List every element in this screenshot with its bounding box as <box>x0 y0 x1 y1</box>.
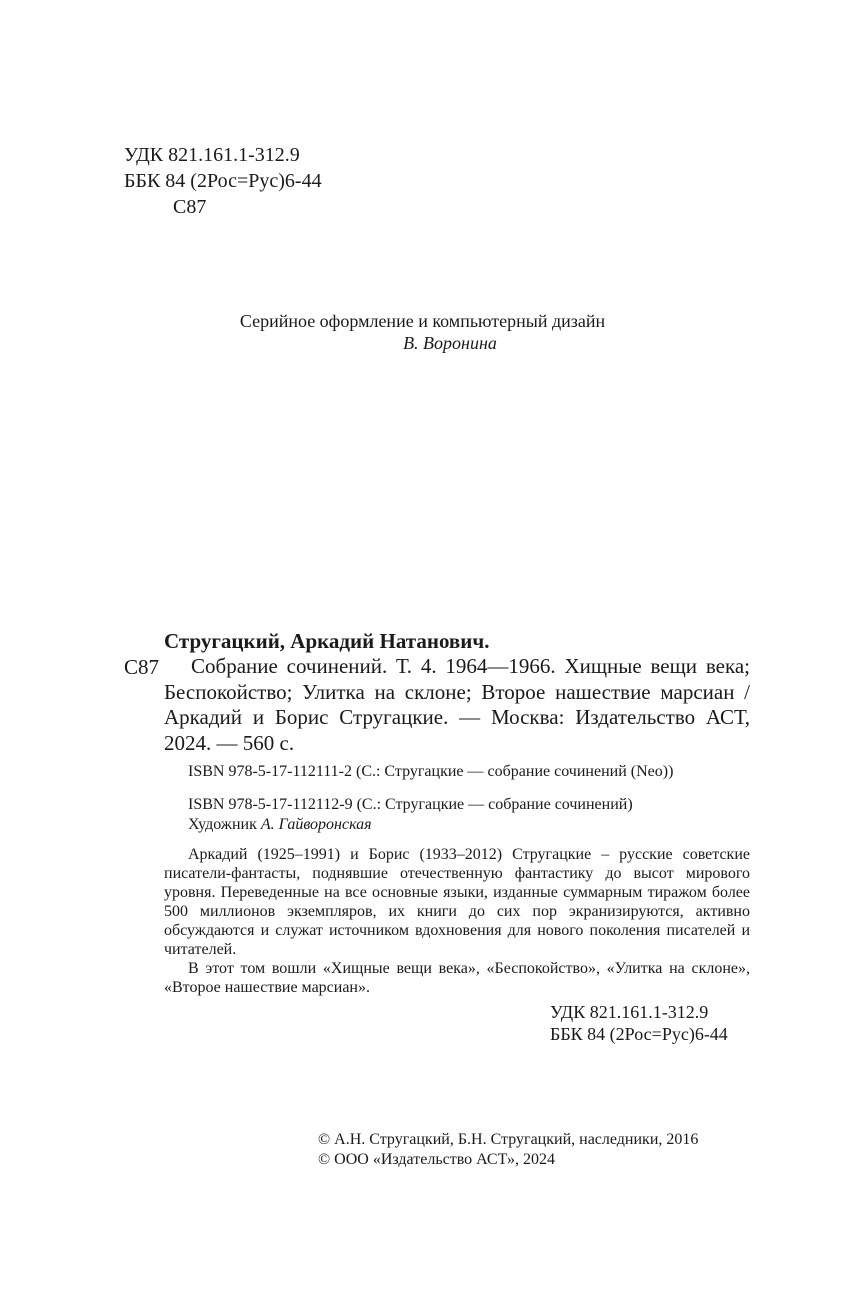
designer-name: В. Воронина <box>403 333 497 353</box>
copyright-publisher: © ООО «Издательство АСТ», 2024 <box>318 1151 555 1168</box>
top-classification-codes <box>124 142 322 220</box>
bbk-code: ББК 84 (2Рос=Рус)6-44 <box>124 170 322 192</box>
copyright-authors: © А.Н. Стругацкий, Б.Н. Стругацкий, наследники, 2016 <box>318 1131 699 1148</box>
annotation <box>164 845 750 997</box>
udk-code-bottom: УДК 821.161.1-312.9 <box>550 1002 709 1022</box>
annotation-paragraph-2: В этот том вошли «Хищные вещи века», «Беспокойство», «Улитка на склоне», «Второе нашествие марсиан». <box>164 960 750 996</box>
artist-name: А. Гайворонская <box>260 816 372 833</box>
record-description: Собрание сочинений. Т. 4. 1964—1966. Хищные вещи века; Беспокойство; Улитка на склоне; Второе нашествие марсиан / Аркадий и Борис Стругацкие. — Москва: Издательство АСТ, 2024. — 560 с. <box>164 654 750 755</box>
copyright-block <box>318 1130 698 1170</box>
design-credit <box>0 310 845 354</box>
design-line: Серийное оформление и компьютерный дизайн <box>239 311 606 331</box>
record-mark: С87 <box>124 655 160 679</box>
udk-code: УДК 821.161.1-312.9 <box>124 144 300 166</box>
isbn-neo: ISBN 978-5-17-112111-2 (С.: Стругацкие — собрание сочинений (Neo)) <box>188 763 674 780</box>
bbk-code-bottom: ББК 84 (2Рос=Рус)6-44 <box>550 1024 728 1044</box>
isbn-standard: ISBN 978-5-17-112112-9 (С.: Стругацкие — собрание сочинений) <box>188 796 633 813</box>
artist-label: Художник <box>188 816 257 833</box>
author-mark: С87 <box>173 196 207 218</box>
artist-credit <box>188 815 372 835</box>
bottom-classification-codes <box>550 1001 728 1045</box>
annotation-paragraph-1: Аркадий (1925–1991) и Борис (1933–2012) Стругацкие – русские советские писатели-фантасты, поднявшие отечественную фантастику до высот мирового уровня. Переведенные на все основные языки, изданные суммарным тиражом более 500 миллионов экземпляров, их книги до сих пор экранизируются, активно обсуждаются и служат источником вдохновения для нового поколения писателей и читателей. <box>164 846 750 958</box>
record-author: Стругацкий, Аркадий Натанович. <box>164 629 490 653</box>
